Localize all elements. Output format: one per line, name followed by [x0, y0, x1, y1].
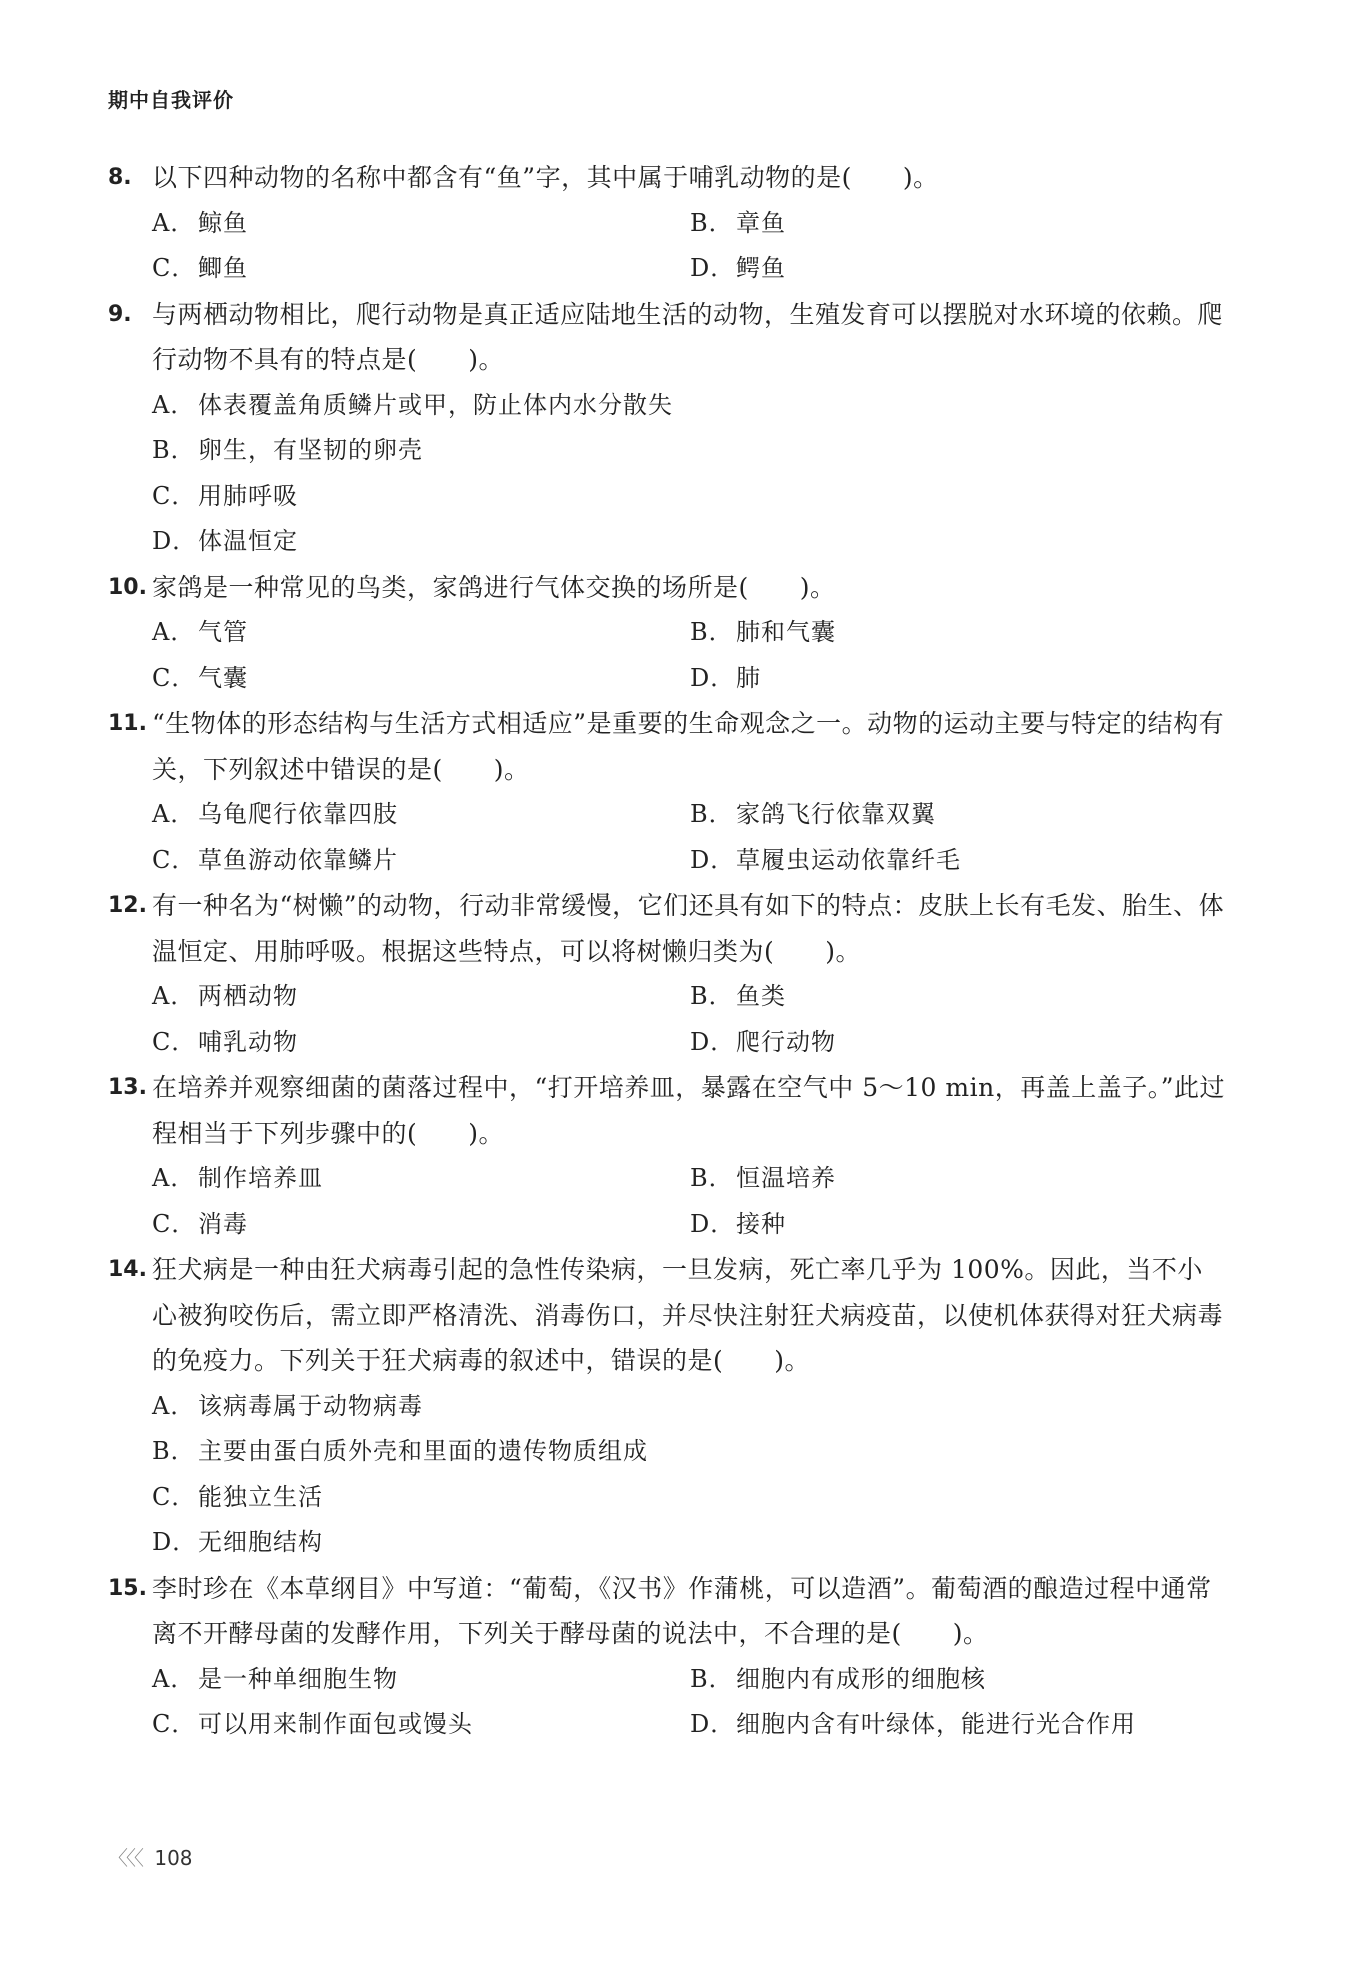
option-text: 用肺呼吸	[198, 481, 298, 510]
question-number: 13.	[108, 1075, 147, 1100]
question-number: 12.	[108, 893, 147, 918]
option-letter: C．	[152, 663, 197, 692]
option-text: 草鱼游动依靠鳞片	[198, 845, 398, 874]
option-list	[108, 1156, 1228, 1247]
option-text: 爬行动物	[736, 1027, 836, 1056]
question-number: 11.	[108, 711, 147, 736]
option-item	[152, 1657, 690, 1703]
option-item	[690, 1202, 1228, 1248]
option-text: 主要由蛋白质外壳和里面的遗传物质组成	[198, 1437, 648, 1465]
option-list	[108, 1384, 1228, 1566]
option-text: 卵生，有坚韧的卵壳	[198, 436, 423, 464]
option-list	[108, 1657, 1228, 1748]
option-item	[690, 656, 1228, 702]
option-text: 肺和气囊	[736, 618, 836, 646]
option-text: 恒温培养	[736, 1164, 836, 1192]
option-letter: D．	[690, 663, 736, 692]
option-row	[152, 1156, 1228, 1202]
option-text: 消毒	[198, 1209, 248, 1238]
option-letter: D．	[152, 527, 198, 555]
option-item	[152, 1202, 690, 1248]
option-row	[152, 838, 1228, 884]
option-text: 鳄鱼	[736, 254, 786, 282]
option-item	[690, 1020, 1228, 1066]
option-text: 接种	[736, 1209, 786, 1238]
question-stem-row	[108, 1247, 1228, 1384]
option-letter: C．	[152, 1482, 197, 1511]
option-item	[152, 201, 690, 247]
option-item	[152, 1475, 1228, 1521]
question-stem: 在培养并观察细菌的菌落过程中，“打开培养皿，暴露在空气中 5～10 min，再盖上盖子。”此过程相当于下列步骤中的( )。	[152, 1073, 1225, 1148]
option-letter: B．	[690, 800, 734, 828]
option-item	[690, 1156, 1228, 1202]
option-row	[152, 656, 1228, 702]
question-stem-row	[108, 1566, 1228, 1657]
option-letter: B．	[690, 1664, 734, 1693]
option-text: 两栖动物	[198, 982, 298, 1010]
option-text: 章鱼	[736, 208, 786, 237]
option-list	[108, 383, 1228, 565]
option-list	[108, 201, 1228, 292]
option-letter: A．	[152, 618, 196, 646]
question-stem-row	[108, 565, 1228, 611]
option-list	[108, 974, 1228, 1065]
option-text: 鲸鱼	[198, 208, 248, 237]
option-item	[152, 610, 690, 656]
question-11	[108, 701, 1228, 883]
option-letter: D．	[690, 1027, 736, 1056]
option-letter: C．	[152, 1209, 197, 1238]
option-letter: D．	[690, 1209, 736, 1238]
option-text: 无细胞结构	[198, 1528, 323, 1556]
question-number: 10.	[108, 574, 147, 600]
question-number: 14.	[108, 1257, 147, 1282]
question-stem-row	[108, 701, 1228, 792]
question-number: 8.	[108, 165, 132, 190]
option-item	[152, 1520, 1228, 1566]
question-stem: 以下四种动物的名称中都含有“鱼”字，其中属于哺乳动物的是( )。	[152, 163, 939, 192]
question-stem-row	[108, 1065, 1228, 1156]
option-letter: B．	[690, 1164, 734, 1192]
option-item	[690, 1702, 1228, 1748]
option-item	[690, 610, 1228, 656]
question-9	[108, 292, 1228, 565]
question-stem: 家鸽是一种常见的鸟类，家鸽进行气体交换的场所是( )。	[152, 572, 836, 602]
option-row	[152, 1020, 1228, 1066]
option-letter: B．	[690, 982, 734, 1010]
option-item	[152, 974, 690, 1020]
option-letter: C．	[152, 481, 197, 510]
option-item	[152, 656, 690, 702]
question-stem: 与两栖动物相比，爬行动物是真正适应陆地生活的动物，生殖发育可以摆脱对水环境的依赖。爬行动物不具有的特点是( )。	[152, 299, 1224, 374]
option-text: 肺	[736, 663, 761, 692]
option-item	[690, 838, 1228, 884]
option-letter: C．	[152, 254, 197, 282]
option-item	[690, 246, 1228, 292]
question-stem: 有一种名为“树懒”的动物，行动非常缓慢，它们还具有如下的特点：皮肤上长有毛发、胎生、体温恒定、用肺呼吸。根据这些特点，可以将树懒归类为( )。	[152, 891, 1225, 966]
option-row	[152, 610, 1228, 656]
option-letter: D．	[690, 1710, 736, 1738]
page-number: 108	[154, 1846, 193, 1870]
option-text: 细胞内含有叶绿体，能进行光合作用	[736, 1710, 1136, 1738]
option-item	[152, 792, 690, 838]
page-footer	[108, 1842, 193, 1871]
option-item	[690, 974, 1228, 1020]
option-text: 气管	[198, 618, 248, 646]
option-letter: A．	[152, 1664, 196, 1693]
option-letter: D．	[690, 254, 736, 282]
question-stem-row	[108, 292, 1228, 383]
option-row	[152, 201, 1228, 247]
option-text: 制作培养皿	[198, 1164, 323, 1192]
option-text: 家鸽飞行依靠双翼	[736, 800, 936, 828]
option-item	[152, 428, 1228, 474]
option-letter: B．	[690, 618, 734, 646]
option-letter: A．	[152, 208, 196, 237]
question-number: 15.	[108, 1575, 147, 1601]
option-text: 草履虫运动依靠纤毛	[736, 845, 961, 874]
question-stem: “生物体的形态结构与生活方式相适应”是重要的生命观念之一。动物的运动主要与特定的结构有关，下列叙述中错误的是( )。	[152, 709, 1225, 784]
option-item	[152, 1702, 690, 1748]
option-text: 乌龟爬行依靠四肢	[198, 800, 398, 828]
option-text: 能独立生活	[198, 1482, 323, 1511]
question-stem-row	[108, 155, 1228, 201]
option-text: 鲫鱼	[198, 254, 248, 282]
option-text: 体温恒定	[198, 527, 298, 555]
option-item	[690, 792, 1228, 838]
option-item	[152, 1156, 690, 1202]
option-text: 该病毒属于动物病毒	[198, 1391, 423, 1420]
option-item	[152, 519, 1228, 565]
option-letter: A．	[152, 800, 196, 828]
option-text: 气囊	[198, 663, 248, 692]
option-letter: A．	[152, 390, 196, 419]
option-list	[108, 610, 1228, 701]
question-14	[108, 1247, 1228, 1566]
option-letter: C．	[152, 1710, 197, 1738]
option-item	[152, 1384, 1228, 1430]
option-item	[152, 838, 690, 884]
question-stem-row	[108, 883, 1228, 974]
option-item	[152, 383, 1228, 429]
option-text: 体表覆盖角质鳞片或甲，防止体内水分散失	[198, 390, 673, 419]
question-10	[108, 565, 1228, 702]
option-text: 鱼类	[736, 982, 786, 1010]
option-letter: B．	[690, 208, 734, 237]
option-letter: A．	[152, 1164, 196, 1192]
question-13	[108, 1065, 1228, 1247]
option-item	[690, 1657, 1228, 1703]
footer-arrows-icon: 〈〈〈	[108, 1846, 142, 1870]
option-letter: D．	[152, 1528, 198, 1556]
option-row	[152, 792, 1228, 838]
option-text: 细胞内有成形的细胞核	[736, 1664, 986, 1693]
option-row	[152, 246, 1228, 292]
option-row	[152, 1657, 1228, 1703]
option-text: 是一种单细胞生物	[198, 1664, 398, 1693]
option-letter: B．	[152, 436, 196, 464]
option-row	[152, 1202, 1228, 1248]
option-item	[152, 1429, 1228, 1475]
option-list	[108, 792, 1228, 883]
question-15	[108, 1566, 1228, 1748]
option-row	[152, 1702, 1228, 1748]
page-header-title: 期中自我评价	[108, 88, 234, 112]
question-stem: 李时珍在《本草纲目》中写道：“葡萄，《汉书》作蒲桃，可以造酒”。葡萄酒的酿造过程中通常离不开酵母菌的发酵作用，下列关于酵母菌的说法中，不合理的是( )。	[152, 1573, 1212, 1648]
option-item	[152, 246, 690, 292]
question-stem: 狂犬病是一种由狂犬病毒引起的急性传染病，一旦发病，死亡率几乎为 100%。因此，当不小心被狗咬伤后，需立即严格清洗、消毒伤口，并尽快注射狂犬病疫苗，以使机体获得对狂犬病毒的免疫力。下列关于狂犬病毒的叙述中，错误的是( )。	[152, 1255, 1224, 1375]
question-list	[108, 155, 1228, 1748]
option-letter: A．	[152, 982, 196, 1010]
question-8	[108, 155, 1228, 292]
option-text: 哺乳动物	[198, 1027, 298, 1056]
option-letter: A．	[152, 1391, 196, 1420]
option-text: 可以用来制作面包或馒头	[198, 1710, 473, 1738]
option-item	[152, 474, 1228, 520]
option-letter: C．	[152, 845, 197, 874]
option-letter: C．	[152, 1027, 197, 1056]
question-number: 9.	[108, 301, 132, 327]
option-item	[690, 201, 1228, 247]
option-row	[152, 974, 1228, 1020]
option-letter: B．	[152, 1437, 196, 1465]
option-letter: D．	[690, 845, 736, 874]
option-item	[152, 1020, 690, 1066]
question-12	[108, 883, 1228, 1065]
